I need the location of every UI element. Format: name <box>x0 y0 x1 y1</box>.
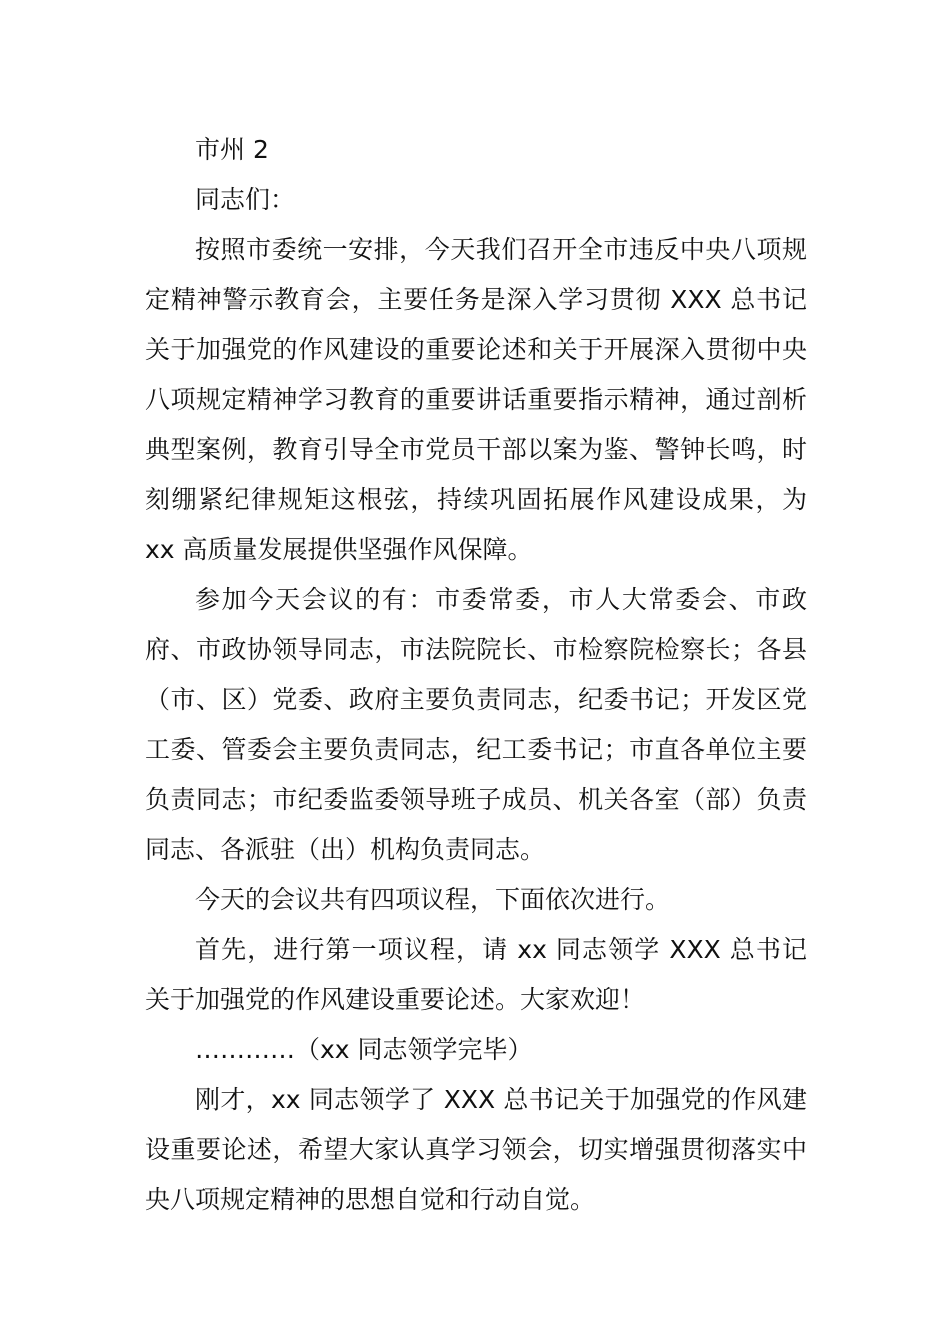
document-body <box>145 125 807 1225</box>
paragraph-purpose: 按照市委统一安排，今天我们召开全市违反中央八项规定精神警示教育会，主要任务是深入学习贯彻 XXX 总书记关于加强党的作风建设的重要论述和关于开展深入贯彻中央八项规定精神学习教育的重要讲话重要指示精神，通过剖析典型案例，教育引导全市党员干部以案为鉴、警钟长鸣，时刻绷紧纪律规矩这根弦，持续巩固拓展作风建设成果，为 xx 高质量发展提供坚强作风保障。 <box>145 235 807 564</box>
salutation: 同志们： <box>195 185 296 214</box>
paragraph-summary: 刚才，xx 同志领学了 XXX 总书记关于加强党的作风建设重要论述，希望大家认真学习领会，切实增强贯彻落实中央八项规定精神的思想自觉和行动自觉。 <box>145 1085 807 1214</box>
paragraph-agenda: 今天的会议共有四项议程，下面依次进行。 <box>195 885 671 914</box>
paragraph-attendees: 参加今天会议的有：市委常委，市人大常委会、市政府、市政协领导同志，市法院院长、市检察院检察长；各县（市、区）党委、政府主要负责同志，纪委书记；开发区党工委、管委会主要负责同志，纪工委书记；市直各单位主要负责同志；市纪委监委领导班子成员、机关各室（部）负责同志、各派驻（出）机构负责同志。 <box>145 585 807 864</box>
heading-line: 市州 2 <box>195 135 269 164</box>
paragraph-ellipsis: …………（xx 同志领学完毕） <box>195 1035 533 1064</box>
paragraph-first-item: 首先，进行第一项议程，请 xx 同志领学 XXX 总书记关于加强党的作风建设重要论述。大家欢迎！ <box>145 935 807 1014</box>
